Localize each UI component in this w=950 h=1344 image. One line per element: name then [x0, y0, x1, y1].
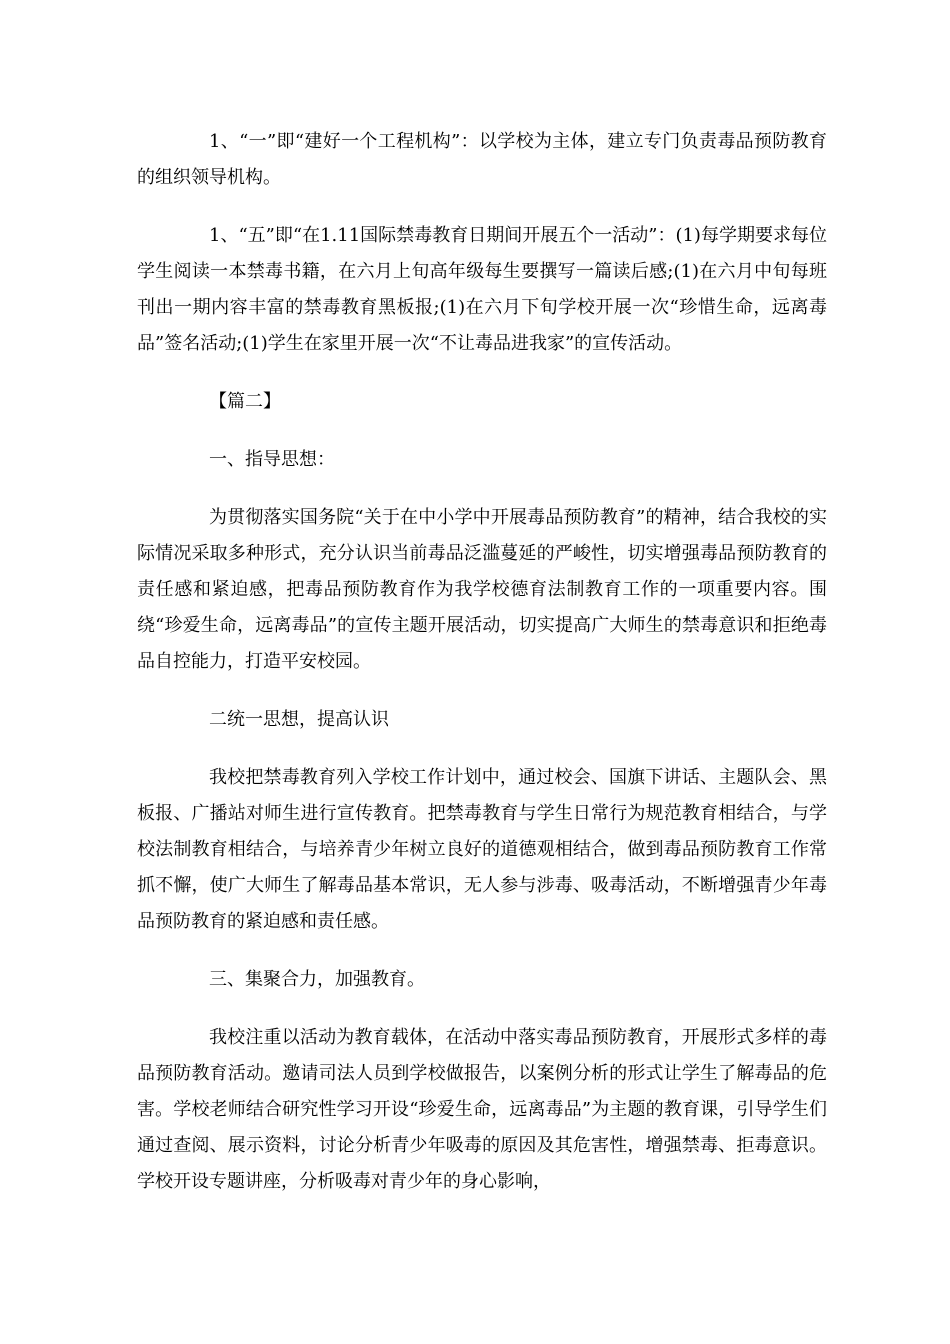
- paragraph-item-2: 1、“五”即“在1.11国际禁毒教育日期间开展五个一活动”：(1)每学期要求每位学生阅读一本禁毒书籍，在六月上旬高年级每生要撰写一篇读后感;(1)在六月中旬每班刊出一期内容丰富的禁毒教育黑板报;(1)在六月下旬学校开展一次“珍惜生命，远离毒品”签名活动;(1)学生在家里开展一次“不让毒品进我家”的宣传活动。: [137, 225, 827, 354]
- paragraph-guiding-thought: 为贯彻落实国务院“关于在中小学中开展毒品预防教育”的精神，结合我校的实际情况采取多种形式，充分认识当前毒品泛滥蔓延的严峻性，切实增强毒品预防教育的责任感和紧迫感，把毒品预防教育作为我学校德育法制教育工作的一项重要内容。围绕“珍爱生命，远离毒品”的宣传主题开展活动，切实提高广大师生的禁毒意识和拒绝毒品自控能力，打造平安校园。: [137, 507, 827, 672]
- section-heading-part-two: 【篇二】: [209, 391, 281, 412]
- section-heading-strengthen-education: 三、集聚合力，加强教育。: [209, 969, 425, 990]
- paragraph-item-1: 1、“一”即“建好一个工程机构”：以学校为主体，建立专门负责毒品预防教育的组织领导机构。: [137, 131, 827, 188]
- section-heading-unify-thought: 二统一思想，提高认识: [209, 709, 389, 730]
- paragraph-unify-thought: 我校把禁毒教育列入学校工作计划中，通过校会、国旗下讲话、主题队会、黑板报、广播站对师生进行宣传教育。把禁毒教育与学生日常行为规范教育相结合，与学校法制教育相结合，与培养青少年树立良好的道德观相结合，做到毒品预防教育工作常抓不懈，使广大师生了解毒品基本常识，无人参与涉毒、吸毒活动，不断增强青少年毒品预防教育的紧迫感和责任感。: [137, 767, 827, 932]
- paragraph-strengthen-education: 我校注重以活动为教育载体，在活动中落实毒品预防教育，开展形式多样的毒品预防教育活动。邀请司法人员到学校做报告，以案例分析的形式让学生了解毒品的危害。学校老师结合研究性学习开设“珍爱生命，远离毒品”为主题的教育课，引导学生们通过查阅、展示资料，讨论分析青少年吸毒的原因及其危害性，增强禁毒、拒毒意识。学校开设专题讲座，分析吸毒对青少年的身心影响，: [137, 1027, 827, 1192]
- document-body: [137, 124, 827, 1222]
- section-heading-guiding-thought: 一、指导思想：: [209, 449, 335, 470]
